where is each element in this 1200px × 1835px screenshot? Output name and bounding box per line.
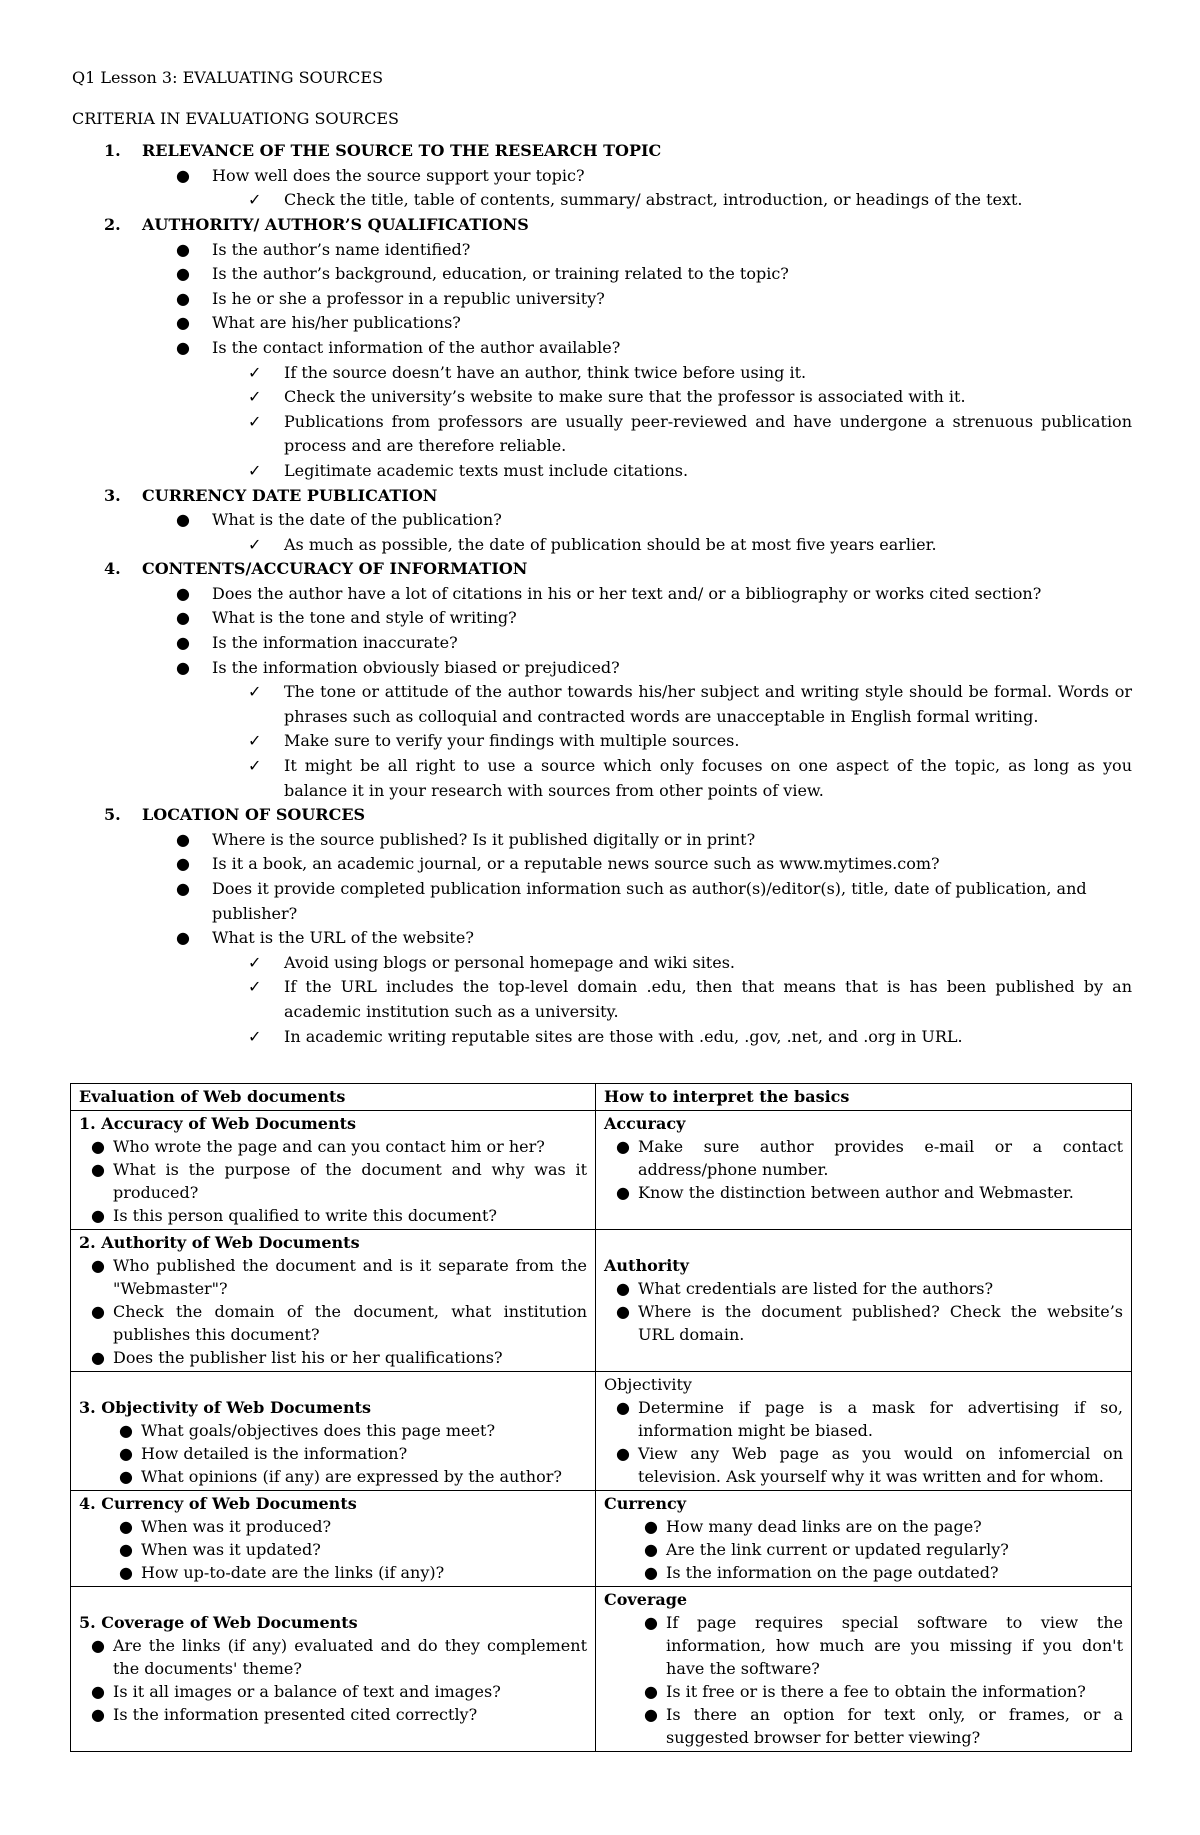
list-item: ● What opinions (if any) are expressed by the author? <box>119 1467 562 1486</box>
cell-title: 1. Accuracy of Web Documents <box>79 1114 356 1133</box>
question-item: ● What is the tone and style of writing? <box>72 606 1132 631</box>
bullet-icon: ● <box>119 1467 133 1486</box>
question-item: ● What are his/her publications? <box>72 311 1132 336</box>
bullet-icon: ● <box>119 1444 133 1463</box>
list-item: ● Is the information presented cited correctly? <box>91 1705 478 1724</box>
question-item: ● Is he or she a professor in a republic university? <box>72 287 1132 312</box>
list-item: ● What goals/objectives does this page meet? <box>119 1421 496 1440</box>
list-item: ● Check the domain of the document, what institution publishes this document? <box>91 1302 588 1344</box>
question-item: ● Does the author have a lot of citations in his or her text and/ or a bibliography or works cited section? <box>72 582 1132 607</box>
bullet-icon: ● <box>644 1613 658 1632</box>
table-row <box>71 1111 1132 1230</box>
bullet-icon: ● <box>644 1540 658 1559</box>
bullet-icon: ● <box>176 165 190 185</box>
tip-item: ✓ Check the university’s website to make sure that the professor is associated with it. <box>72 385 1132 410</box>
tip-list <box>72 188 1132 213</box>
table-cell-left <box>71 1111 596 1230</box>
bullet-icon: ● <box>119 1540 133 1559</box>
criteria-list <box>72 139 1132 1049</box>
bullet-icon: ● <box>176 337 190 357</box>
bullet-icon: ● <box>616 1302 630 1321</box>
checkmark-icon: ✓ <box>248 387 262 407</box>
bullet-icon: ● <box>176 239 190 259</box>
cell-list <box>79 1135 587 1227</box>
list-item: ● Are the link current or updated regularly? <box>644 1540 1009 1559</box>
table-header-right: How to interpret the basics <box>596 1084 1132 1111</box>
tip-item: ✓ Make sure to verify your findings with multiple sources. <box>72 729 1132 754</box>
web-evaluation-table <box>70 1083 1132 1752</box>
bullet-icon: ● <box>616 1137 630 1156</box>
question-list <box>72 508 1132 533</box>
tip-item: ✓ It might be all right to use a source which only focuses on one aspect of the topic, as long as you balance it in your research with sources from other points of view. <box>248 756 1132 800</box>
cell-title: Coverage <box>604 1590 688 1609</box>
bullet-icon: ● <box>119 1421 133 1440</box>
bullet-icon: ● <box>91 1160 105 1179</box>
bullet-icon: ● <box>91 1705 105 1724</box>
checkmark-icon: ✓ <box>248 682 262 702</box>
bullet-icon: ● <box>91 1302 105 1321</box>
question-item: ● Is the author’s background, education, or training related to the topic? <box>72 262 1132 287</box>
list-item: ● How up-to-date are the links (if any)? <box>119 1563 445 1582</box>
question-list <box>72 828 1132 951</box>
bullet-icon: ● <box>176 879 190 898</box>
tip-item: ✓ Avoid using blogs or personal homepage and wiki sites. <box>72 951 1132 976</box>
cell-list <box>604 1135 1123 1204</box>
bullet-icon: ● <box>176 583 190 603</box>
section-heading: CONTENTS/ACCURACY OF INFORMATION <box>142 559 528 579</box>
cell-title: Currency <box>604 1494 687 1513</box>
bullet-icon: ● <box>616 1183 630 1202</box>
bullet-icon: ● <box>176 313 190 333</box>
table-header-row <box>71 1084 1132 1111</box>
cell-list <box>604 1396 1123 1488</box>
list-item: ● How many dead links are on the page? <box>644 1517 982 1536</box>
tip-item: ✓ Legitimate academic texts must include citations. <box>72 459 1132 484</box>
tip-item: ✓ As much as possible, the date of publication should be at most five years earlier. <box>72 533 1132 558</box>
bullet-icon: ● <box>176 928 190 948</box>
bullet-icon: ● <box>176 633 190 653</box>
cell-title: 3. Objectivity of Web Documents <box>79 1398 371 1417</box>
checkmark-icon: ✓ <box>248 460 262 480</box>
tip-list <box>72 361 1132 484</box>
tip-item: ✓ The tone or attitude of the author towards his/her subject and writing style should be formal. Words or phrases such as colloquial and contracted words are unacceptable in English formal writing. <box>248 682 1132 726</box>
list-item: ● Make sure author provides e-mail or a contact address/phone number. <box>616 1137 1123 1179</box>
checkmark-icon: ✓ <box>248 411 262 431</box>
table-row <box>71 1587 1132 1752</box>
question-list <box>72 582 1132 680</box>
section-number: 4. <box>104 559 121 579</box>
list-item: ● Is the information on the page outdated? <box>644 1563 999 1582</box>
bullet-icon: ● <box>176 854 190 874</box>
tip-list <box>72 680 1132 803</box>
page-subtitle: CRITERIA IN EVALUATIONG SOURCES <box>72 108 399 128</box>
list-item: ● When was it produced? <box>119 1517 332 1536</box>
tip-item: ✓ If the URL includes the top-level domain .edu, then that means that is has been published by an academic institution such as a university. <box>248 977 1132 1021</box>
section-heading: LOCATION OF SOURCES <box>142 805 366 825</box>
table-cell-right <box>596 1491 1132 1587</box>
list-item: ● View any Web page as you would on infomercial on television. Ask yourself why it was written and for whom. <box>616 1444 1123 1486</box>
bullet-icon: ● <box>616 1444 630 1463</box>
cell-list <box>79 1254 587 1369</box>
question-item: ● Is the information obviously biased or prejudiced? <box>72 656 1132 681</box>
section-heading: CURRENCY DATE PUBLICATION <box>142 485 438 505</box>
bullet-icon: ● <box>91 1206 105 1225</box>
cell-title: 5. Coverage of Web Documents <box>79 1613 358 1632</box>
criteria-section <box>72 803 1132 1049</box>
bullet-icon: ● <box>91 1256 105 1275</box>
section-number: 5. <box>104 805 121 825</box>
table-row <box>71 1491 1132 1587</box>
question-item: ● Does it provide completed publication information such as author(s)/editor(s), title, date of publication, and publisher? <box>176 879 1087 923</box>
bullet-icon: ● <box>119 1563 133 1582</box>
tip-list <box>72 533 1132 558</box>
bullet-icon: ● <box>176 264 190 284</box>
list-item: ● Is it all images or a balance of text and images? <box>91 1682 501 1701</box>
bullet-icon: ● <box>176 288 190 308</box>
section-number: 2. <box>104 214 121 234</box>
list-item: ● Is it free or is there a fee to obtain the information? <box>644 1682 1086 1701</box>
table-cell-left <box>71 1230 596 1372</box>
tip-item: ✓ If the source doesn’t have an author, think twice before using it. <box>72 361 1132 386</box>
list-item: ● Is this person qualified to write this document? <box>91 1206 497 1225</box>
section-number: 1. <box>104 141 121 161</box>
criteria-section <box>72 139 1132 213</box>
checkmark-icon: ✓ <box>248 534 262 554</box>
list-item: ● Does the publisher list his or her qualifications? <box>91 1348 503 1367</box>
cell-list <box>604 1515 1123 1584</box>
question-list <box>72 238 1132 361</box>
table-cell-right <box>596 1372 1132 1491</box>
list-item: ● Are the links (if any) evaluated and do they complement the documents' theme? <box>91 1636 588 1678</box>
page-title: Q1 Lesson 3: EVALUATING SOURCES <box>72 68 384 87</box>
question-item: ● What is the date of the publication? <box>72 508 1132 533</box>
bullet-icon: ● <box>91 1348 105 1367</box>
checkmark-icon: ✓ <box>248 362 262 382</box>
question-item: ● How well does the source support your topic? <box>72 164 1132 189</box>
checkmark-icon: ✓ <box>248 977 262 997</box>
bullet-icon: ● <box>176 608 190 628</box>
question-item: ● Is the contact information of the author available? <box>72 336 1132 361</box>
table-cell-left <box>71 1587 596 1752</box>
bullet-icon: ● <box>176 829 190 849</box>
cell-list <box>79 1515 587 1584</box>
bullet-icon: ● <box>644 1705 658 1724</box>
bullet-icon: ● <box>176 657 190 677</box>
bullet-icon: ● <box>616 1279 630 1298</box>
bullet-icon: ● <box>616 1398 630 1417</box>
bullet-icon: ● <box>91 1137 105 1156</box>
question-item: ● Is it a book, an academic journal, or a reputable news source such as www.mytimes.com? <box>72 852 1132 877</box>
list-item: ● Who wrote the page and can you contact him or her? <box>91 1137 545 1156</box>
checkmark-icon: ✓ <box>248 952 262 972</box>
document-body <box>72 66 1132 1049</box>
section-heading: RELEVANCE OF THE SOURCE TO THE RESEARCH TOPIC <box>142 141 662 161</box>
cell-list <box>604 1611 1123 1749</box>
list-item: ● Is there an option for text only, or frames, or a suggested browser for better viewing? <box>644 1705 1123 1747</box>
table-cell-right <box>596 1230 1132 1372</box>
criteria-section <box>72 557 1132 803</box>
tip-item: ✓ Publications from professors are usually peer-reviewed and have undergone a strenuous publication process and are therefore reliable. <box>248 411 1132 456</box>
table-cell-left <box>71 1372 596 1491</box>
table-row <box>71 1372 1132 1491</box>
question-item: ● What is the URL of the website? <box>72 926 1132 951</box>
table-header-left: Evaluation of Web documents <box>71 1084 596 1111</box>
bullet-icon: ● <box>91 1636 105 1655</box>
cell-title: 4. Currency of Web Documents <box>79 1494 357 1513</box>
cell-list <box>604 1277 1123 1346</box>
table-cell-right <box>596 1111 1132 1230</box>
question-item: ● Where is the source published? Is it published digitally or in print? <box>72 828 1132 853</box>
list-item: ● What is the purpose of the document and why was it produced? <box>91 1160 588 1202</box>
checkmark-icon: ✓ <box>248 190 262 210</box>
checkmark-icon: ✓ <box>248 756 262 776</box>
tip-item: ✓ In academic writing reputable sites are those with .edu, .gov, .net, and .org in URL. <box>72 1025 1132 1050</box>
question-item: ● Is the information inaccurate? <box>72 631 1132 656</box>
list-item: ● What credentials are listed for the authors? <box>616 1279 994 1298</box>
list-item: ● How detailed is the information? <box>119 1444 408 1463</box>
table-cell-left <box>71 1491 596 1587</box>
cell-title: Accuracy <box>604 1114 686 1133</box>
table-row <box>71 1230 1132 1372</box>
bullet-icon: ● <box>176 510 190 530</box>
checkmark-icon: ✓ <box>248 731 262 751</box>
question-item: ● Is the author’s name identified? <box>72 238 1132 263</box>
bullet-icon: ● <box>644 1563 658 1582</box>
bullet-icon: ● <box>644 1682 658 1701</box>
list-item: ● If page requires special software to view the information, how much are you missing if you don't have the software? <box>644 1613 1123 1678</box>
list-item: ● Who published the document and is it separate from the "Webmaster"? <box>91 1256 588 1298</box>
bullet-icon: ● <box>91 1682 105 1701</box>
tip-list <box>72 951 1132 1049</box>
list-item: ● Where is the document published? Check the website’s URL domain. <box>616 1302 1123 1344</box>
criteria-section <box>72 484 1132 558</box>
section-number: 3. <box>104 485 121 505</box>
section-heading: AUTHORITY/ AUTHOR’S QUALIFICATIONS <box>142 214 529 234</box>
list-item: ● Know the distinction between author and Webmaster. <box>616 1183 1074 1202</box>
checkmark-icon: ✓ <box>248 1026 262 1046</box>
cell-list <box>79 1634 587 1726</box>
table-cell-right <box>596 1587 1132 1752</box>
cell-list <box>79 1419 587 1488</box>
cell-title: 2. Authority of Web Documents <box>79 1233 360 1252</box>
question-list <box>72 164 1132 189</box>
criteria-section <box>72 213 1132 484</box>
list-item: ● Determine if page is a mask for advertising if so, information might be biased. <box>616 1398 1123 1440</box>
tip-item: ✓ Check the title, table of contents, summary/ abstract, introduction, or headings of the text. <box>72 188 1132 213</box>
cell-title: Authority <box>604 1256 689 1275</box>
list-item: ● When was it updated? <box>119 1540 321 1559</box>
bullet-icon: ● <box>119 1517 133 1536</box>
bullet-icon: ● <box>644 1517 658 1536</box>
cell-title: Objectivity <box>604 1375 692 1394</box>
